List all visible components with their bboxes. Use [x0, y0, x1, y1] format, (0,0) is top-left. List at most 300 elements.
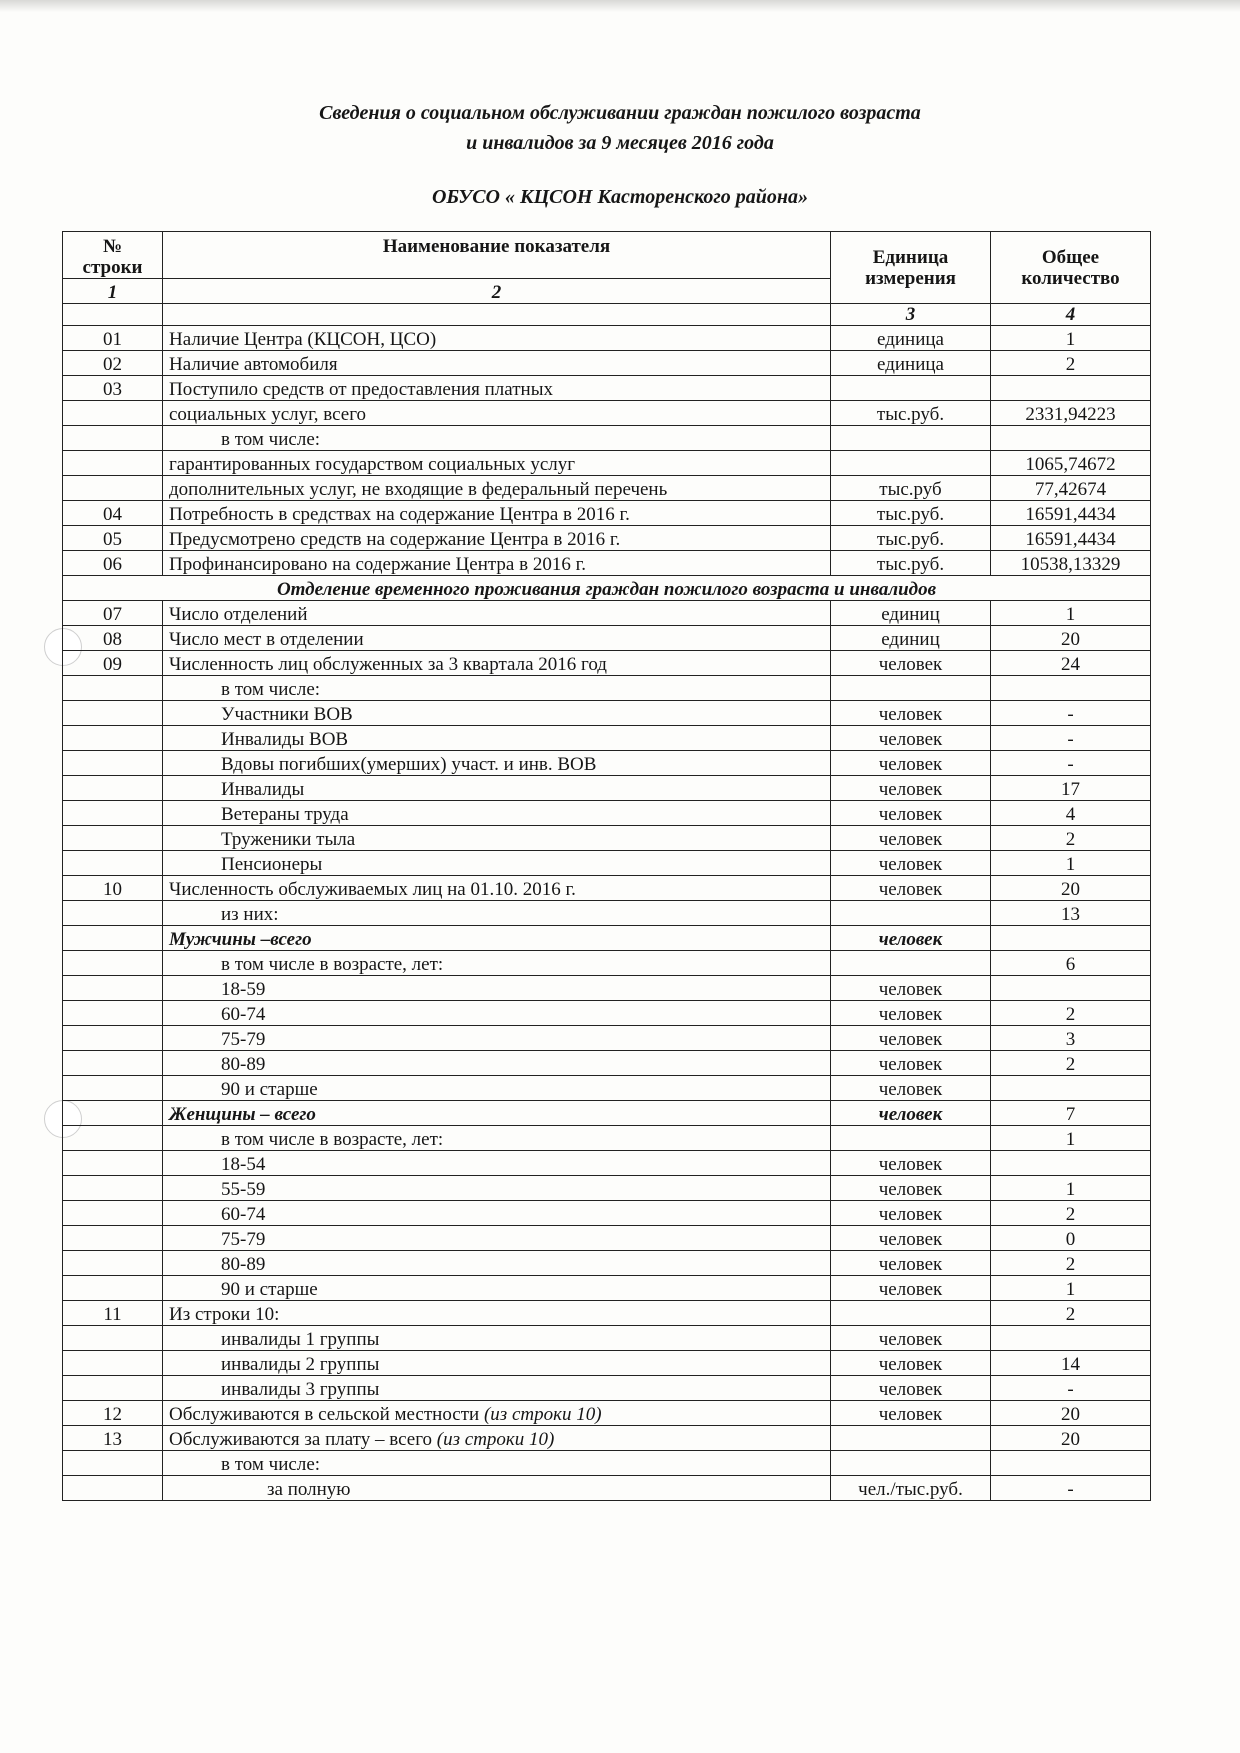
- indicator-note: (из строки 10): [483, 1404, 602, 1425]
- row-number-cell: [63, 851, 163, 876]
- value-cell: 14: [991, 1351, 1151, 1376]
- row-number-cell: 12: [63, 1401, 163, 1426]
- indicator-text: Ветераны труда: [221, 804, 349, 825]
- indicator-text: из них:: [221, 904, 279, 925]
- statistics-table: [62, 231, 1151, 1501]
- unit-cell: человек: [831, 1201, 991, 1226]
- unit-cell: тыс.руб.: [831, 401, 991, 426]
- row-number-cell: [63, 1151, 163, 1176]
- row-number-cell: 07: [63, 601, 163, 626]
- unit-cell: чел./тыс.руб.: [831, 1476, 991, 1501]
- indicator-text: Число отделений: [169, 604, 308, 625]
- row-number-cell: [63, 951, 163, 976]
- unit-cell: человек: [831, 876, 991, 901]
- table-row: [63, 601, 1151, 626]
- indicator-cell: [163, 1051, 831, 1076]
- indicator-text: Наличие автомобиля: [169, 354, 338, 375]
- indicator-text: 60-74: [221, 1204, 266, 1225]
- indicator-cell: [163, 951, 831, 976]
- value-cell: 20: [991, 876, 1151, 901]
- table-row: [63, 851, 1151, 876]
- indicator-cell: [163, 351, 831, 376]
- value-cell: 2: [991, 1001, 1151, 1026]
- indicator-cell: [163, 801, 831, 826]
- indicator-text: в том числе:: [221, 429, 321, 450]
- value-cell: [991, 1076, 1151, 1101]
- value-cell: 2: [991, 826, 1151, 851]
- indicator-cell: [163, 701, 831, 726]
- value-cell: 4: [991, 801, 1151, 826]
- table-row: [63, 401, 1151, 426]
- table-row: [63, 1401, 1151, 1426]
- table-row: [63, 451, 1151, 476]
- unit-cell: человек: [831, 1101, 991, 1126]
- table-row: [63, 1376, 1151, 1401]
- unit-cell: человек: [831, 1326, 991, 1351]
- indicator-text: инвалиды 2 группы: [221, 1354, 380, 1375]
- indicator-cell: [163, 376, 831, 401]
- value-cell: -: [991, 751, 1151, 776]
- column-number: 4: [991, 304, 1151, 326]
- value-cell: 2331,94223: [991, 401, 1151, 426]
- row-number-cell: 05: [63, 526, 163, 551]
- table-row: [63, 801, 1151, 826]
- indicator-text: 90 и старше: [221, 1279, 318, 1300]
- row-number-cell: [63, 1226, 163, 1251]
- indicator-cell: [163, 1476, 831, 1501]
- table-row: [63, 1001, 1151, 1026]
- value-cell: 16591,4434: [991, 501, 1151, 526]
- section-heading-row: [63, 576, 1151, 601]
- value-cell: 13: [991, 901, 1151, 926]
- value-cell: [991, 676, 1151, 701]
- indicator-text: в том числе:: [221, 1454, 321, 1475]
- table-row: [63, 651, 1151, 676]
- document-title-line2: и инвалидов за 9 месяцев 2016 года: [466, 132, 774, 154]
- row-number-cell: [63, 776, 163, 801]
- indicator-cell: [163, 476, 831, 501]
- indicator-cell: [163, 751, 831, 776]
- indicator-cell: [163, 1026, 831, 1051]
- indicator-text: Поступило средств от предоставления платных: [169, 379, 553, 400]
- indicator-text: Число мест в отделении: [169, 629, 364, 650]
- indicator-text: Наличие Центра (КЦСОН, ЦСО): [169, 329, 437, 350]
- indicator-cell: [163, 1201, 831, 1226]
- table-row: [63, 876, 1151, 901]
- indicator-cell: [163, 1326, 831, 1351]
- value-cell: 1: [991, 601, 1151, 626]
- unit-cell: [831, 901, 991, 926]
- unit-cell: человек: [831, 826, 991, 851]
- indicator-cell: [163, 1126, 831, 1151]
- table-row: [63, 1201, 1151, 1226]
- unit-cell: человек: [831, 1276, 991, 1301]
- table-row: [63, 1051, 1151, 1076]
- value-cell: 77,42674: [991, 476, 1151, 501]
- indicator-cell: [163, 826, 831, 851]
- indicator-text: инвалиды 1 группы: [221, 1329, 380, 1350]
- indicator-cell: [163, 551, 831, 576]
- indicator-cell: [163, 926, 831, 951]
- scan-top-edge: [0, 0, 1240, 12]
- value-cell: 2: [991, 1201, 1151, 1226]
- value-cell: [991, 426, 1151, 451]
- table-row: [63, 726, 1151, 751]
- row-number-cell: 13: [63, 1426, 163, 1451]
- table-row: [63, 351, 1151, 376]
- value-cell: [991, 1326, 1151, 1351]
- unit-cell: [831, 426, 991, 451]
- row-number-cell: [63, 1251, 163, 1276]
- unit-cell: единиц: [831, 626, 991, 651]
- indicator-text: Численность лиц обслуженных за 3 квартала 2016 год: [169, 654, 607, 675]
- unit-cell: человек: [831, 1076, 991, 1101]
- value-cell: 16591,4434: [991, 526, 1151, 551]
- row-number-cell: [63, 1051, 163, 1076]
- row-number-cell: [63, 1201, 163, 1226]
- row-number-cell: [63, 451, 163, 476]
- table-row: [63, 426, 1151, 451]
- value-cell: [991, 976, 1151, 1001]
- value-cell: 1: [991, 1276, 1151, 1301]
- unit-cell: тыс.руб.: [831, 501, 991, 526]
- row-number-cell: [63, 1076, 163, 1101]
- column-number: 2: [163, 279, 831, 304]
- indicator-text: Профинансировано на содержание Центра в 2016 г.: [169, 554, 586, 575]
- value-cell: [991, 1451, 1151, 1476]
- row-number-cell: [63, 1101, 163, 1126]
- unit-cell: человек: [831, 1176, 991, 1201]
- table-row: [63, 901, 1151, 926]
- indicator-text: в том числе:: [221, 679, 321, 700]
- unit-cell: человек: [831, 1001, 991, 1026]
- indicator-text: 75-79: [221, 1029, 266, 1050]
- value-cell: 17: [991, 776, 1151, 801]
- indicator-text: 18-54: [221, 1154, 266, 1175]
- indicator-cell: [163, 1226, 831, 1251]
- header-unit: [831, 232, 991, 304]
- header-total-line2: количество: [1021, 267, 1120, 289]
- unit-cell: тыс.руб.: [831, 551, 991, 576]
- unit-cell: человек: [831, 926, 991, 951]
- row-number-cell: [63, 1026, 163, 1051]
- indicator-cell: [163, 1401, 831, 1426]
- unit-cell: [831, 451, 991, 476]
- row-number-cell: [63, 1176, 163, 1201]
- row-number-cell: 03: [63, 376, 163, 401]
- row-number-cell: [63, 1276, 163, 1301]
- unit-cell: человек: [831, 651, 991, 676]
- indicator-cell: [163, 726, 831, 751]
- table-row: [63, 976, 1151, 1001]
- indicator-text: Инвалиды ВОВ: [221, 729, 349, 750]
- row-number-cell: 10: [63, 876, 163, 901]
- unit-cell: человек: [831, 1351, 991, 1376]
- section-title: Отделение временного проживания граждан пожилого возраста и инвалидов: [63, 576, 1151, 601]
- row-number-cell: 11: [63, 1301, 163, 1326]
- unit-cell: единиц: [831, 601, 991, 626]
- unit-cell: человек: [831, 1226, 991, 1251]
- indicator-text: социальных услуг, всего: [169, 404, 367, 425]
- indicator-cell: [163, 1451, 831, 1476]
- row-number-cell: 02: [63, 351, 163, 376]
- indicator-text: 80-89: [221, 1054, 266, 1075]
- unit-cell: тыс.руб: [831, 476, 991, 501]
- table-row: [63, 326, 1151, 351]
- value-cell: 2: [991, 1051, 1151, 1076]
- unit-cell: единица: [831, 326, 991, 351]
- indicator-text: в том числе в возрасте, лет:: [221, 1129, 444, 1150]
- table-row: [63, 1301, 1151, 1326]
- table-body: [63, 326, 1151, 1501]
- indicator-cell: [163, 676, 831, 701]
- value-cell: [991, 1151, 1151, 1176]
- indicator-text: Потребность в средствах на содержание Центра в 2016 г.: [169, 504, 630, 525]
- document-title-line1: Сведения о социальном обслуживании граждан пожилого возраста: [319, 102, 921, 124]
- header-unit-line2: измерения: [865, 267, 956, 289]
- indicator-text: 18-59: [221, 979, 266, 1000]
- table-row: [63, 551, 1151, 576]
- indicator-text: 80-89: [221, 1254, 266, 1275]
- table-row: [63, 676, 1151, 701]
- organization-name: ОБУСО « КЦСОН Касторенского района»: [431, 186, 809, 208]
- indicator-cell: [163, 1176, 831, 1201]
- column-number: 1: [63, 279, 163, 304]
- table-row: [63, 1251, 1151, 1276]
- indicator-text: Пенсионеры: [221, 854, 323, 875]
- header-row-number-line2: строки: [82, 257, 143, 278]
- value-cell: 1065,74672: [991, 451, 1151, 476]
- unit-cell: человек: [831, 976, 991, 1001]
- indicator-text: 60-74: [221, 1004, 266, 1025]
- value-cell: [991, 376, 1151, 401]
- header-total-line1: Общее: [1041, 246, 1100, 268]
- unit-cell: человек: [831, 776, 991, 801]
- header-row-number: [63, 232, 163, 279]
- row-number-cell: [63, 1376, 163, 1401]
- row-number-cell: [63, 701, 163, 726]
- row-number-cell: 09: [63, 651, 163, 676]
- unit-cell: человек: [831, 1051, 991, 1076]
- table-row: [63, 501, 1151, 526]
- table-row: [63, 1151, 1151, 1176]
- row-number-cell: [63, 1126, 163, 1151]
- row-number-cell: [63, 1351, 163, 1376]
- unit-cell: [831, 951, 991, 976]
- unit-cell: человек: [831, 1026, 991, 1051]
- table-row: [63, 526, 1151, 551]
- indicator-text: 90 и старше: [221, 1079, 318, 1100]
- table-row: [63, 1426, 1151, 1451]
- indicator-cell: [163, 976, 831, 1001]
- unit-cell: человек: [831, 726, 991, 751]
- value-cell: -: [991, 1476, 1151, 1501]
- indicator-text: Участники ВОВ: [221, 704, 353, 725]
- indicator-text: 55-59: [221, 1179, 266, 1200]
- indicator-cell: [163, 901, 831, 926]
- unit-cell: [831, 1426, 991, 1451]
- table-row: [63, 1476, 1151, 1501]
- table-row: [63, 1226, 1151, 1251]
- table-row: [63, 776, 1151, 801]
- table-row: [63, 951, 1151, 976]
- unit-cell: [831, 376, 991, 401]
- table-row: [63, 751, 1151, 776]
- value-cell: 1: [991, 851, 1151, 876]
- indicator-cell: [163, 601, 831, 626]
- indicator-text: Предусмотрено средств на содержание Центра в 2016 г.: [169, 529, 621, 550]
- unit-cell: человек: [831, 801, 991, 826]
- table-row: [63, 1126, 1151, 1151]
- unit-cell: [831, 1301, 991, 1326]
- value-cell: -: [991, 701, 1151, 726]
- row-number-cell: [63, 926, 163, 951]
- value-cell: [991, 926, 1151, 951]
- value-cell: 2: [991, 1301, 1151, 1326]
- unit-cell: единица: [831, 351, 991, 376]
- table-row: [63, 1451, 1151, 1476]
- indicator-cell: [163, 1376, 831, 1401]
- indicator-cell: [163, 451, 831, 476]
- row-number-cell: [63, 1451, 163, 1476]
- indicator-cell: [163, 501, 831, 526]
- unit-cell: [831, 1126, 991, 1151]
- value-cell: 1: [991, 1176, 1151, 1201]
- row-number-cell: [63, 1476, 163, 1501]
- row-number-cell: 01: [63, 326, 163, 351]
- indicator-cell: [163, 851, 831, 876]
- indicator-cell: [163, 1151, 831, 1176]
- unit-cell: человек: [831, 851, 991, 876]
- table-row: [63, 1026, 1151, 1051]
- row-number-cell: [63, 1001, 163, 1026]
- unit-cell: человек: [831, 751, 991, 776]
- row-number-cell: [63, 976, 163, 1001]
- unit-cell: человек: [831, 1376, 991, 1401]
- value-cell: -: [991, 726, 1151, 751]
- value-cell: 1: [991, 326, 1151, 351]
- value-cell: 10538,13329: [991, 551, 1151, 576]
- value-cell: 7: [991, 1101, 1151, 1126]
- row-number-cell: [63, 901, 163, 926]
- value-cell: 1: [991, 1126, 1151, 1151]
- indicator-text: Вдовы погибших(умерших) участ. и инв. ВОВ: [221, 754, 597, 775]
- header-unit-line1: Единица: [872, 246, 949, 268]
- indicator-text: гарантированных государством социальных услуг: [169, 454, 576, 475]
- unit-cell: [831, 1451, 991, 1476]
- value-cell: -: [991, 1376, 1151, 1401]
- row-number-cell: 04: [63, 501, 163, 526]
- value-cell: 20: [991, 1401, 1151, 1426]
- table-row: [63, 1076, 1151, 1101]
- indicator-cell: [163, 1276, 831, 1301]
- indicator-text: инвалиды 3 группы: [221, 1379, 380, 1400]
- indicator-cell: [163, 1301, 831, 1326]
- table-row: [63, 1176, 1151, 1201]
- row-number-cell: 06: [63, 551, 163, 576]
- table-header-row: [63, 232, 1151, 279]
- unit-cell: человек: [831, 701, 991, 726]
- row-number-cell: [63, 751, 163, 776]
- value-cell: 0: [991, 1226, 1151, 1251]
- row-number-cell: [63, 426, 163, 451]
- table-row: [63, 1276, 1151, 1301]
- row-number-cell: 08: [63, 626, 163, 651]
- table-row: [63, 926, 1151, 951]
- indicator-cell: [163, 1426, 831, 1451]
- row-number-cell: [63, 826, 163, 851]
- indicator-cell: [163, 651, 831, 676]
- column-number: 3: [831, 304, 991, 326]
- value-cell: 2: [991, 1251, 1151, 1276]
- value-cell: 2: [991, 351, 1151, 376]
- header-total: [991, 232, 1151, 304]
- value-cell: 3: [991, 1026, 1151, 1051]
- indicator-cell: [163, 876, 831, 901]
- indicator-text: в том числе в возрасте, лет:: [221, 954, 444, 975]
- indicator-text: Инвалиды: [221, 779, 305, 800]
- unit-cell: человек: [831, 1401, 991, 1426]
- row-number-cell: [63, 801, 163, 826]
- table-row: [63, 1326, 1151, 1351]
- header-row-number-line1: №: [102, 236, 123, 257]
- indicator-text: дополнительных услуг, не входящие в федеральный перечень: [169, 479, 668, 500]
- indicator-cell: [163, 1101, 831, 1126]
- table-row: [63, 701, 1151, 726]
- unit-cell: [831, 676, 991, 701]
- table-row: [63, 1101, 1151, 1126]
- indicator-cell: [163, 1351, 831, 1376]
- unit-cell: тыс.руб.: [831, 526, 991, 551]
- indicator-cell: [163, 526, 831, 551]
- table-row: [63, 826, 1151, 851]
- indicator-cell: [163, 1076, 831, 1101]
- indicator-cell: [163, 1001, 831, 1026]
- table-row: [63, 626, 1151, 651]
- column-number-row-2: [63, 304, 1151, 326]
- row-number-cell: [63, 476, 163, 501]
- indicator-cell: [163, 326, 831, 351]
- table-row: [63, 476, 1151, 501]
- row-number-cell: [63, 1326, 163, 1351]
- indicator-cell: [163, 626, 831, 651]
- header-indicator: Наименование показателя: [163, 232, 831, 279]
- indicator-text: Обслуживаются в сельской местности: [169, 1404, 480, 1425]
- table-row: [63, 376, 1151, 401]
- unit-cell: человек: [831, 1151, 991, 1176]
- indicator-text: Численность обслуживаемых лиц на 01.10. 2016 г.: [169, 879, 576, 900]
- indicator-cell: [163, 1251, 831, 1276]
- value-cell: 20: [991, 626, 1151, 651]
- indicator-note: (из строки 10): [436, 1429, 555, 1450]
- indicator-text: Женщины – всего: [169, 1104, 316, 1125]
- indicator-text: 75-79: [221, 1229, 266, 1250]
- value-cell: 20: [991, 1426, 1151, 1451]
- indicator-text: Труженики тыла: [221, 829, 356, 850]
- indicator-cell: [163, 776, 831, 801]
- value-cell: 6: [991, 951, 1151, 976]
- value-cell: 24: [991, 651, 1151, 676]
- row-number-cell: [63, 401, 163, 426]
- unit-cell: человек: [831, 1251, 991, 1276]
- row-number-cell: [63, 726, 163, 751]
- indicator-text: за полную: [267, 1479, 351, 1500]
- indicator-text: Обслуживаются за плату – всего: [169, 1429, 433, 1450]
- indicator-text: Мужчины –всего: [169, 929, 312, 950]
- table-row: [63, 1351, 1151, 1376]
- indicator-cell: [163, 426, 831, 451]
- indicator-text: Из строки 10:: [169, 1304, 280, 1325]
